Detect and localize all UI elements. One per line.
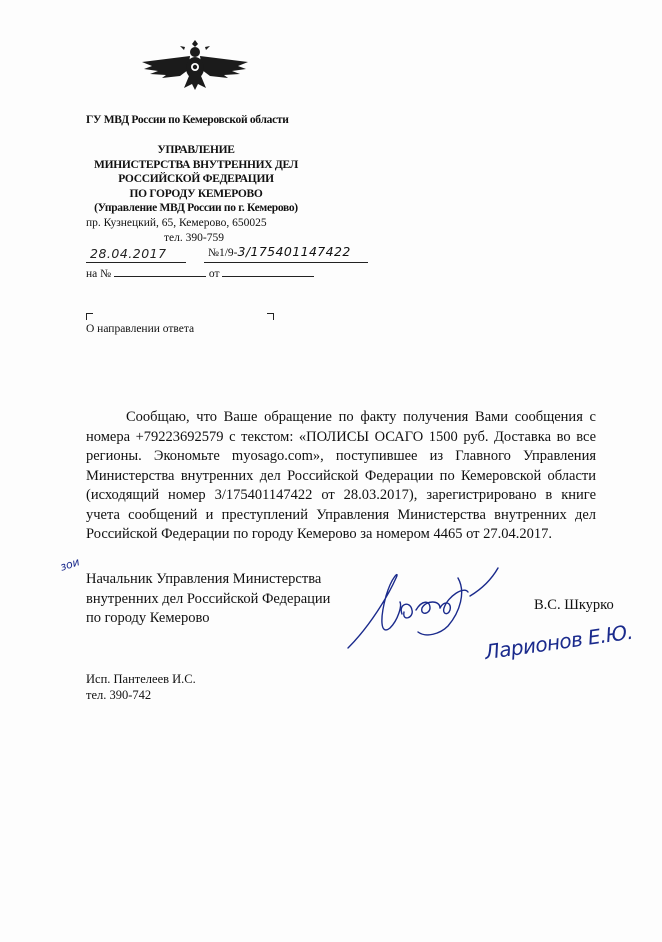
subject-corner-right <box>267 313 274 320</box>
date-underline <box>86 262 186 263</box>
signer-name: В.С. Шкурко <box>534 597 614 613</box>
dept-line: МИНИСТЕРСТВА ВНУТРЕННИХ ДЕЛ <box>94 158 298 171</box>
executor-phone: тел. 390-742 <box>86 688 152 702</box>
number-printed: 1/9- <box>218 247 238 259</box>
dept-line: ПО ГОРОДУ КЕМЕРОВО <box>129 187 263 200</box>
signer-position <box>86 570 366 629</box>
handwritten-date: 28.04.2017 <box>90 246 167 261</box>
parent-organization: ГУ МВД России по Кемеровской области <box>86 114 289 126</box>
reference-line <box>86 266 314 280</box>
department-block <box>78 143 314 216</box>
dept-line: (Управление МВД России по г. Кемерово) <box>94 202 298 214</box>
address: пр. Кузнецкий, 65, Кемерово, 650025 <box>86 217 267 229</box>
dept-line: РОССИЙСКОЙ ФЕДЕРАЦИИ <box>118 173 274 185</box>
executor-block <box>86 671 196 703</box>
number-sign: № <box>208 247 219 259</box>
address-block <box>86 216 318 245</box>
dept-line: УПРАВЛЕНИЕ <box>157 144 235 156</box>
letter-body: Сообщаю, что Ваше обращение по факту получения Вами сообщения с номера +79223692579 с текстом: «ПОЛИСЫ ОСАГО 1500 руб. Доставка во все регионы. Экономьте myosago.com», поступившее из Главного Управления Министерства внутренних дел Российской Федерации по Кемеровской области (исходящий номер 3/175401147422 от 28.03.2017), зарегистрировано в книге учета сообщений и преступлений Управления Министерства внутренних дел Российской Федерации по городу Кемерово за номером 4465 от 27.04.2017. <box>86 409 596 542</box>
number-underline <box>204 262 368 263</box>
subject: О направлении ответа <box>86 323 195 335</box>
handwritten-mark: зои <box>58 555 82 574</box>
position-line: по городу Кемерово <box>86 610 210 626</box>
registration-number <box>208 244 351 259</box>
subject-corner-left <box>86 313 93 320</box>
double-headed-eagle-emblem <box>140 34 250 94</box>
position-line: внутренних дел Российской Федерации <box>86 590 331 607</box>
ref-label: на № <box>86 268 112 280</box>
ref-date-blank <box>222 266 314 277</box>
executor-name: Исп. Пантелеев И.С. <box>86 672 196 686</box>
ref-from-label: от <box>208 268 220 280</box>
handwritten-name: Ларионов Е.Ю. <box>483 619 635 665</box>
phone: тел. 390-759 <box>164 231 224 244</box>
position-line: Начальник Управления Министерства <box>86 571 322 587</box>
handwritten-number: 3/175401147422 <box>237 244 351 259</box>
ref-number-blank <box>114 266 206 277</box>
